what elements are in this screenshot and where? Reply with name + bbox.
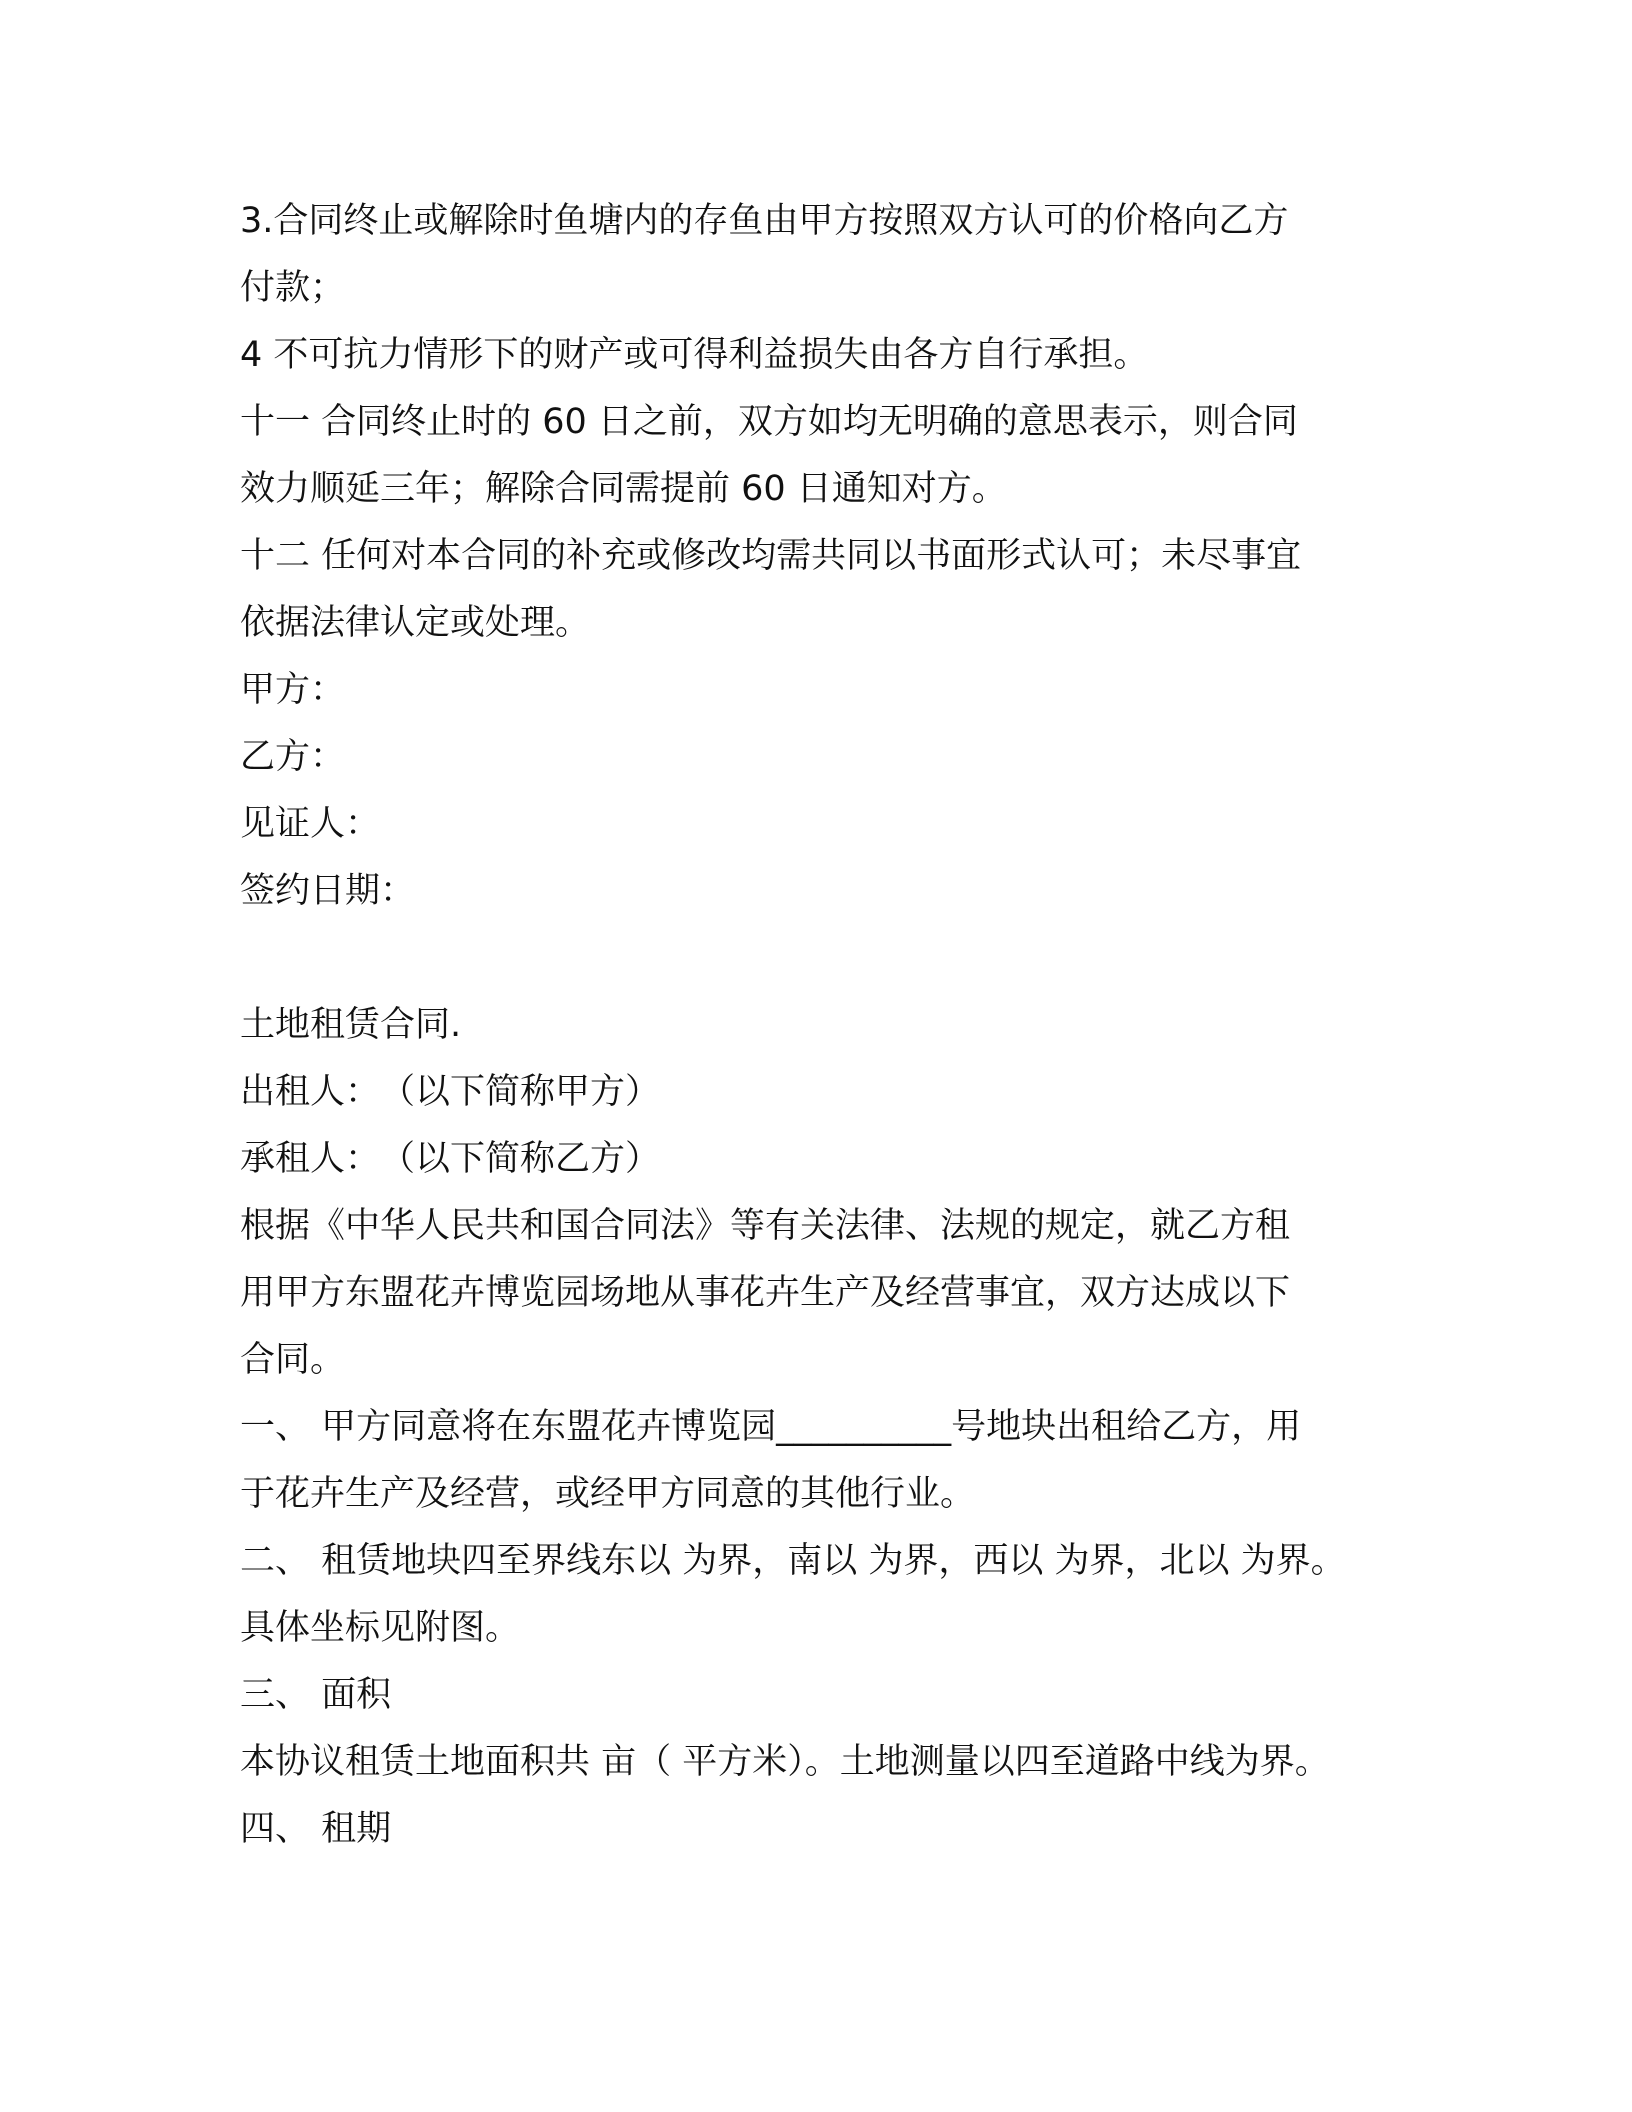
text-line: 于花卉生产及经营，或经甲方同意的其他行业。	[240, 1474, 976, 1514]
witness-label: 见证人：	[240, 804, 381, 844]
text-line: 十一 合同终止时的 60 日之前，双方如均无明确的意思表示，则合同	[240, 402, 1298, 442]
document-body	[240, 188, 1420, 1863]
text-line: 依据法律认定或处理。	[240, 603, 591, 643]
clause-3-heading: 三、 面积	[240, 1675, 392, 1715]
signature-party-a-label: 甲方：	[240, 670, 346, 710]
clause-4-heading: 四、 租期	[240, 1809, 392, 1849]
text-line: 合同。	[240, 1340, 346, 1380]
text-line: 效力顺延三年；解除合同需提前 60 日通知对方。	[240, 469, 1007, 509]
text-line: 十二 任何对本合同的补充或修改均需共同以书面形式认可；未尽事宜	[240, 536, 1302, 576]
text-line: 根据《中华人民共和国合同法》等有关法律、法规的规定，就乙方租	[240, 1206, 1291, 1246]
signing-date-label: 签约日期：	[240, 871, 416, 911]
contract-title: 土地租赁合同.	[240, 1005, 462, 1045]
text-line: 3.合同终止或解除时鱼塘内的存鱼由甲方按照双方认可的价格向乙方	[240, 201, 1289, 241]
text-line: 本协议租赁土地面积共 亩（ 平方米）。土地测量以四至道路中线为界。	[240, 1742, 1330, 1782]
text-line: 付款；	[240, 268, 346, 308]
clause-1: 一、 甲方同意将在东盟花卉博览园__________号地块出租给乙方，用	[240, 1407, 1302, 1447]
text-line: 用甲方东盟花卉博览园场地从事花卉生产及经营事宜，双方达成以下	[240, 1273, 1291, 1313]
lessor-line: 出租人： （以下简称甲方）	[240, 1072, 661, 1112]
signature-party-b-label: 乙方：	[240, 737, 346, 777]
lessee-line: 承租人： （以下简称乙方）	[240, 1139, 661, 1179]
clause-2: 二、 租赁地块四至界线东以 为界，南以 为界，西以 为界，北以 为界。	[240, 1541, 1346, 1581]
text-line: 4 不可抗力情形下的财产或可得利益损失由各方自行承担。	[240, 335, 1149, 375]
blank-line	[240, 925, 1420, 992]
text-line: 具体坐标见附图。	[240, 1608, 521, 1648]
